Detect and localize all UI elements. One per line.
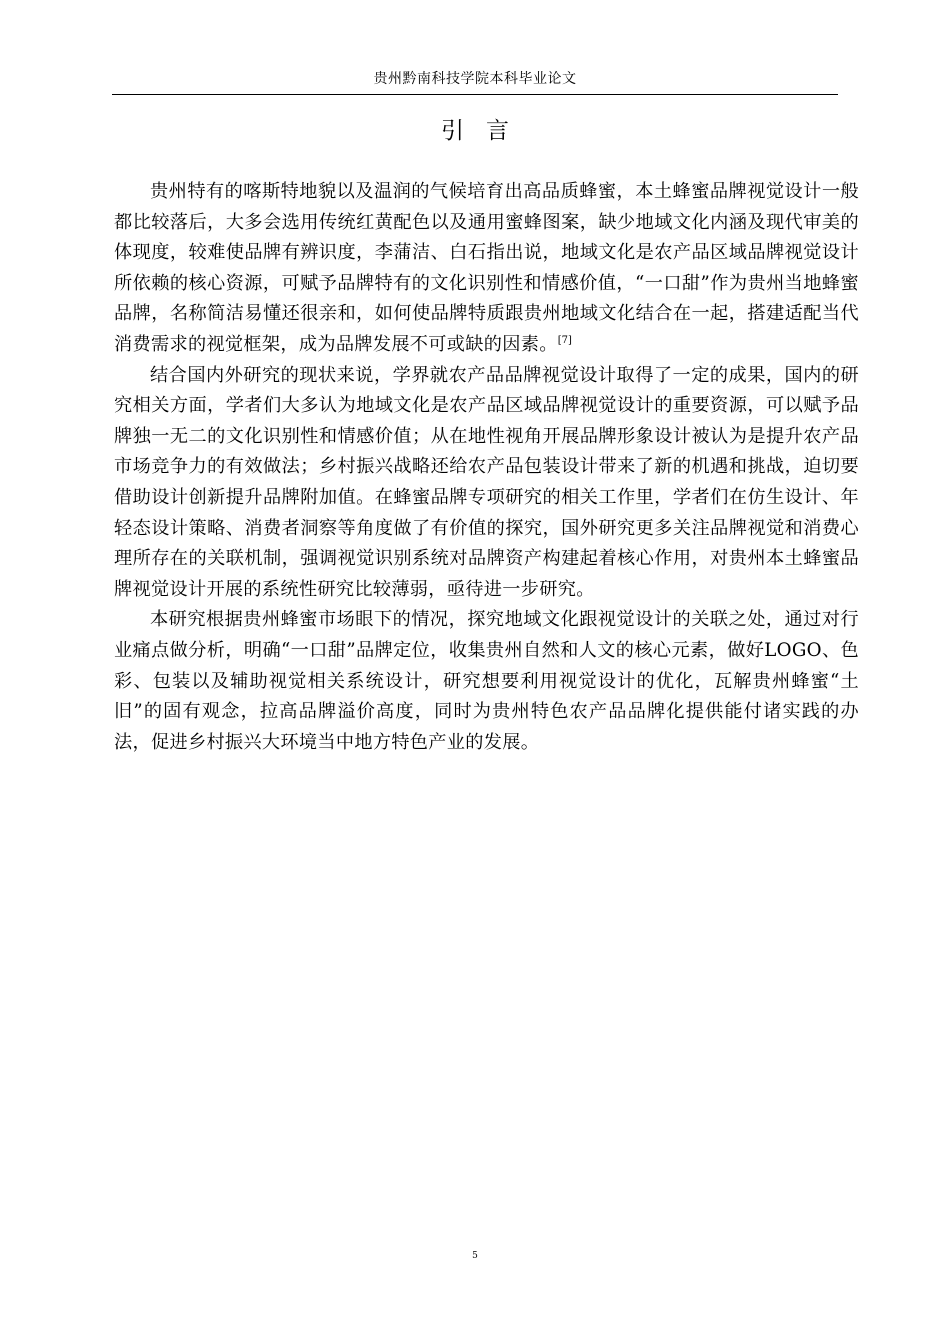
page-number: 5 bbox=[472, 1251, 478, 1261]
paragraph-2 bbox=[114, 361, 859, 606]
paragraph-1-text: 贵州特有的喀斯特地貌以及温润的气候培育出高品质蜂蜜，本土蜂蜜品牌视觉设计一般都比较落后，大多会选用传统红黄配色以及通用蜜蜂图案，缺少地域文化内涵及现代审美的体现度，较难使品牌有辨识度，李蒲洁、白石指出说，地域文化是农产品区域品牌视觉设计所依赖的核心资源，可赋予品牌特有的文化识别性和情感价值，“一口甜”作为贵州当地蜂蜜品牌，名称简洁易懂还很亲和，如何使品牌特质跟贵州地域文化结合在一起，搭建适配当代消费需求的视觉框架，成为品牌发展不可或缺的因素。 bbox=[114, 181, 859, 355]
body-text bbox=[114, 177, 859, 758]
paragraph-3 bbox=[114, 605, 859, 758]
paragraph-2-text: 结合国内外研究的现状来说，学界就农产品品牌视觉设计取得了一定的成果，国内的研究相关方面，学者们大多认为地域文化是农产品区域品牌视觉设计的重要资源，可以赋予品牌独一无二的文化识别性和情感价值；从在地性视角开展品牌形象设计被认为是提升农产品市场竞争力的有效做法；乡村振兴战略还给农产品包装设计带来了新的机遇和挑战，迫切要借助设计创新提升品牌附加值。在蜂蜜品牌专项研究的相关工作里，学者们在仿生设计、年轻态设计策略、消费者洞察等角度做了有价值的探究，国外研究更多关注品牌视觉和消费心理所存在的关联机制，强调视觉识别系统对品牌资产构建起着核心作用，对贵州本土蜂蜜品牌视觉设计开展的系统性研究比较薄弱，亟待进一步研究。 bbox=[114, 364, 859, 600]
section-title: 引言 bbox=[441, 118, 531, 144]
paragraph-3-text: 本研究根据贵州蜂蜜市场眼下的情况，探究地域文化跟视觉设计的关联之处，通过对行业痛点做分析，明确“一口甜”品牌定位，收集贵州自然和人文的核心元素，做好LOGO、色彩、包装以及辅助视觉相关系统设计，研究想要利用视觉设计的优化，瓦解贵州蜂蜜“土旧”的固有观念，拉高品牌溢价高度，同时为贵州特色农产品品牌化提供能付诸实践的办法，促进乡村振兴大环境当中地方特色产业的发展。 bbox=[114, 609, 859, 753]
paragraph-1 bbox=[114, 177, 859, 361]
running-header: 贵州黔南科技学院本科毕业论文 bbox=[373, 71, 577, 87]
citation-marker: [7] bbox=[557, 334, 572, 346]
header-divider bbox=[112, 94, 838, 95]
